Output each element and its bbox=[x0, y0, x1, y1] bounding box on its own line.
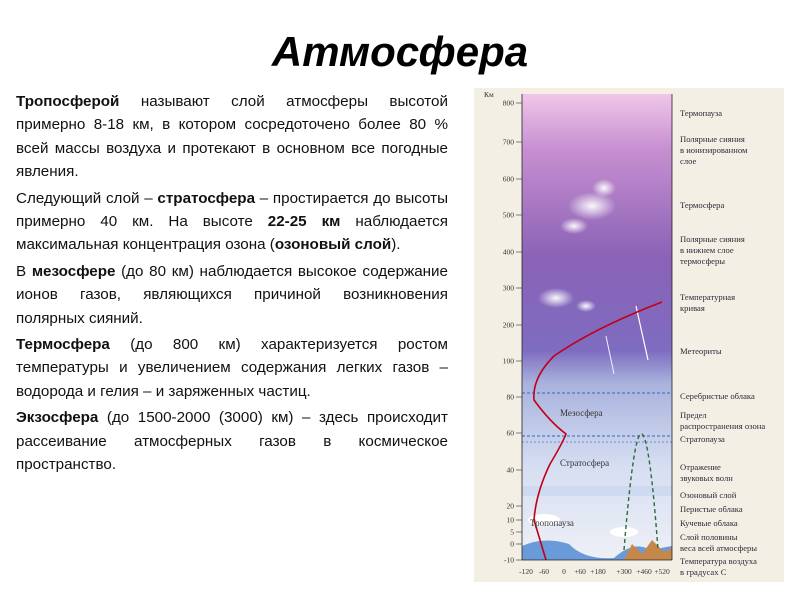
x-tick-labels bbox=[519, 567, 670, 576]
y-tick-label: -10 bbox=[504, 555, 514, 565]
x-tick-label: -120 bbox=[519, 567, 533, 576]
ozone-height: 22-25 км bbox=[267, 213, 341, 231]
paragraph-text: наблюдается максимальная концентрация озона ( bbox=[16, 213, 448, 254]
paragraph-text: ). bbox=[391, 236, 401, 254]
x-tick-label: +180 bbox=[590, 567, 606, 576]
x-tick-label: +300 bbox=[616, 567, 632, 576]
x-tick-label: +520 bbox=[654, 567, 670, 576]
y-tick-label: 600 bbox=[502, 174, 514, 184]
paragraph-stratosphere bbox=[16, 187, 448, 257]
right-label bbox=[680, 108, 722, 118]
paragraph-mesosphere bbox=[16, 260, 448, 330]
right-label-line: Полярные сияния bbox=[680, 134, 745, 144]
right-label-line: Метеориты bbox=[680, 346, 722, 356]
x-tick-label: +60 bbox=[574, 567, 586, 576]
term-troposphere: Тропосферой bbox=[16, 93, 120, 110]
right-label-line: Слой половины bbox=[680, 532, 738, 542]
term-stratosphere: стратосфера bbox=[157, 189, 256, 207]
paragraph-text: (до 80 км) наблюдается высокое содержание ионов газов, являющихся причиной возникновения полярных сияний. bbox=[16, 262, 448, 327]
right-label-line: слое bbox=[680, 156, 697, 166]
y-tick-label: 200 bbox=[502, 320, 514, 330]
right-label bbox=[680, 490, 737, 500]
x-tick-label: +460 bbox=[636, 567, 652, 576]
paragraph-text: (до 800 км) характеризуется ростом температуры и увеличением содержания легких газов – водорода и гелия – и заряженных частиц. bbox=[16, 336, 448, 400]
y-tick-label: 700 bbox=[502, 137, 514, 147]
right-label-line: Температура воздуха bbox=[680, 556, 757, 566]
right-label bbox=[680, 434, 725, 444]
term-thermosphere: Термосфера bbox=[16, 336, 110, 354]
page-title: Атмосфера bbox=[271, 28, 529, 75]
cloud bbox=[610, 527, 638, 537]
paragraph-text: называют слой атмосферы высотой примерно 8-18 км, в котором сосредоточено более 80 % всей массы воздуха и протекают в основном все погодные явления. bbox=[16, 93, 448, 181]
y-tick-label: 60 bbox=[506, 428, 514, 438]
right-label bbox=[680, 200, 724, 210]
right-label-line: термосферы bbox=[680, 256, 726, 266]
paragraph-text: – простирается до высоты примерно 40 км. На высоте bbox=[16, 189, 448, 231]
right-label-line: в нижнем слое bbox=[680, 245, 734, 255]
atmosphere-diagram bbox=[474, 88, 784, 582]
paragraph-text: В bbox=[16, 262, 32, 280]
y-tick-label: 400 bbox=[502, 247, 514, 257]
term-exosphere: Экзосфера bbox=[16, 409, 99, 427]
term-ozone-layer: озоновый слой bbox=[274, 236, 392, 254]
y-tick-label: 300 bbox=[502, 283, 514, 293]
right-label-line: кривая bbox=[680, 303, 705, 313]
y-tick-label: 500 bbox=[502, 210, 514, 220]
y-tick-label: 40 bbox=[506, 465, 514, 475]
right-label bbox=[680, 504, 743, 514]
right-label-line: Термопауза bbox=[680, 108, 723, 118]
y-unit-label: Км bbox=[484, 90, 494, 99]
right-label-line: Отражение bbox=[680, 462, 721, 472]
right-label bbox=[680, 391, 755, 401]
right-label-line: распространения озона bbox=[680, 421, 766, 431]
right-label-line: в градусах С bbox=[680, 567, 727, 577]
right-label-line: Серебристые облака bbox=[680, 391, 755, 401]
right-label-line: Предел bbox=[680, 410, 707, 420]
paragraph-text: (до 1500-2000 (3000) км) – здесь происходит рассеивание атмосферных газов в космическое пространство. bbox=[16, 409, 448, 474]
y-tick-label: 10 bbox=[506, 515, 514, 525]
right-label-line: Кучевые облака bbox=[680, 518, 738, 528]
x-tick-label: -60 bbox=[539, 567, 549, 576]
right-label-line: Озоновый слой bbox=[680, 490, 737, 500]
right-label-line: звуковых волн bbox=[680, 473, 733, 483]
label-tropopause: Тропопауза bbox=[530, 518, 574, 528]
y-tick-label: 0 bbox=[510, 539, 514, 549]
paragraph-exosphere bbox=[16, 406, 448, 476]
label-mesosphere: Мезосфера bbox=[560, 408, 603, 418]
right-label-line: Температурная bbox=[680, 292, 736, 302]
right-label-line: Перистые облака bbox=[680, 504, 743, 514]
right-label bbox=[680, 518, 738, 528]
right-label-line: Полярные сияния bbox=[680, 234, 745, 244]
y-tick-label: 100 bbox=[502, 356, 514, 366]
text-column bbox=[16, 90, 448, 480]
paragraph-thermosphere bbox=[16, 333, 448, 403]
label-stratosphere: Стратосфера bbox=[560, 458, 610, 468]
y-tick-label: 5 bbox=[510, 527, 514, 537]
paragraph-text: Следующий слой – bbox=[16, 189, 158, 207]
y-tick-label: 20 bbox=[506, 501, 514, 511]
ozone-layer-band bbox=[522, 486, 672, 496]
right-label-line: Стратопауза bbox=[680, 434, 725, 444]
y-tick-label: 80 bbox=[506, 392, 514, 402]
y-tick-label: 800 bbox=[502, 98, 514, 108]
paragraph-troposphere bbox=[16, 90, 448, 184]
right-label-line: Термосфера bbox=[680, 200, 725, 210]
right-label-line: веса всей атмосферы bbox=[680, 543, 758, 553]
x-tick-label: 0 bbox=[562, 567, 566, 576]
right-label-line: в ионизированном bbox=[680, 145, 748, 155]
right-label bbox=[680, 346, 722, 356]
term-mesosphere: мезосфере bbox=[31, 262, 116, 280]
